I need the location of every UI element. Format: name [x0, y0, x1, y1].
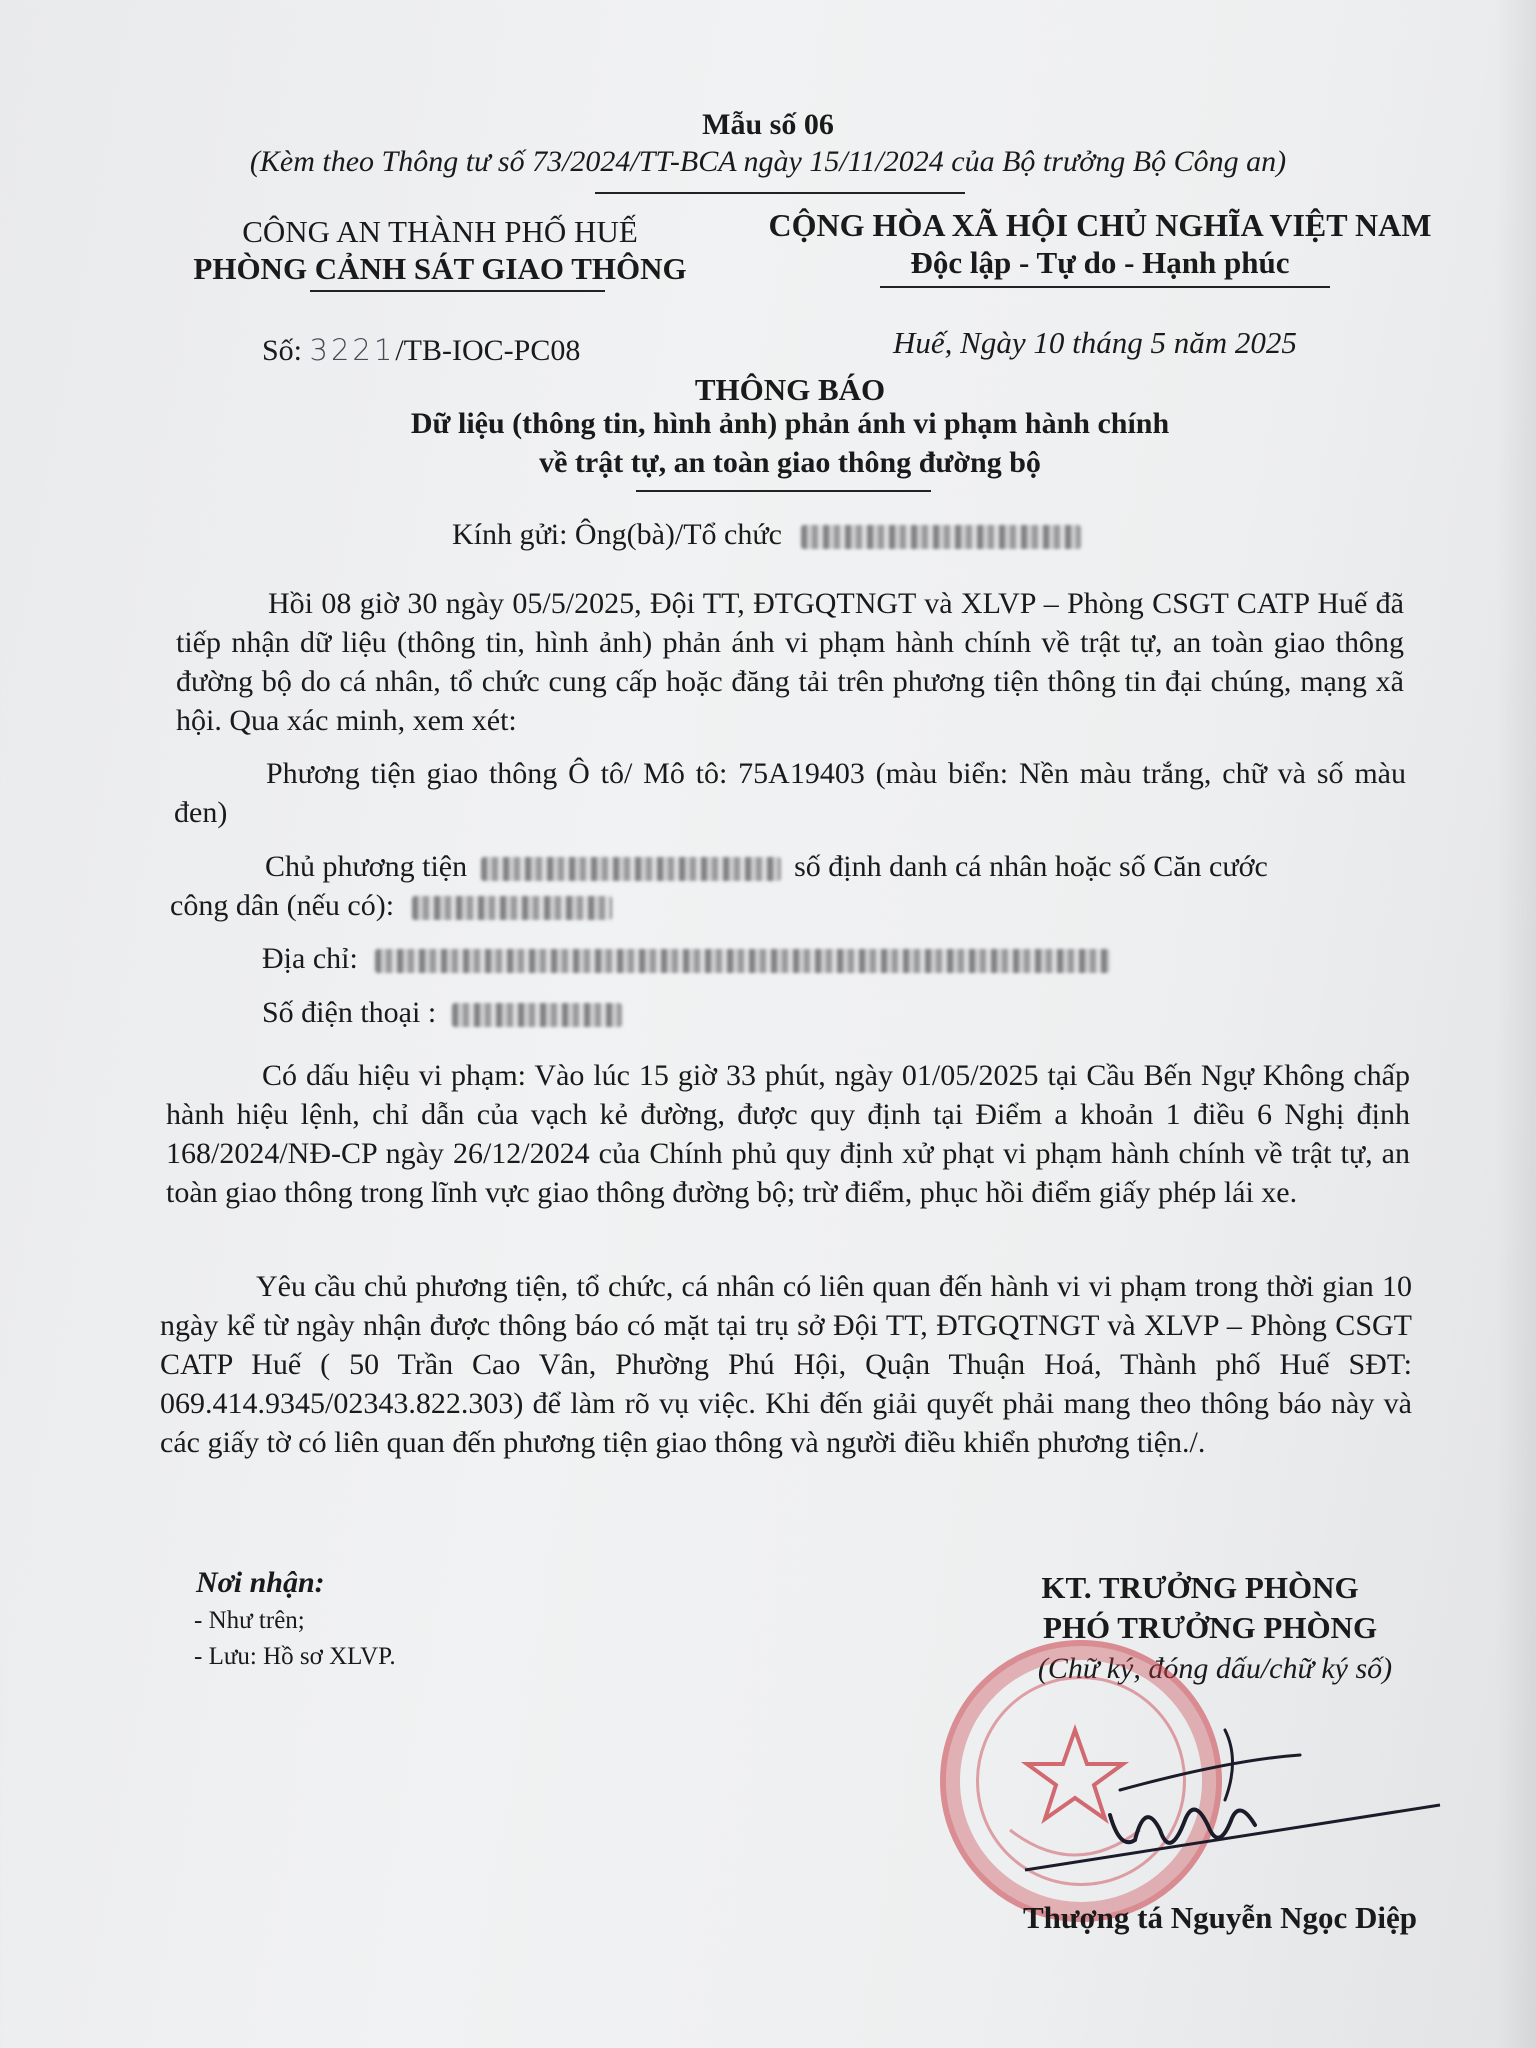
signer-name: Thượng tá Nguyễn Ngọc Diệp [1022, 1900, 1418, 1935]
redacted-id [412, 896, 612, 920]
recipient-line: Kính gửi: Ông(bà)/Tổ chức [452, 518, 1081, 552]
place-date: Huế, Ngày 10 tháng 5 năm 2025 [893, 325, 1297, 360]
redacted-recipient [801, 525, 1081, 549]
form-reference: (Kèm theo Thông tư số 73/2024/TT-BCA ngày 15/11/2024 của Bộ trưởng Bộ Công an) [249, 145, 1287, 178]
agency-underline [310, 290, 605, 292]
agency-name: CÔNG AN THÀNH PHỐ HUẾ [242, 214, 638, 249]
owner-line: Chủ phương tiện số định danh cá nhân hoặc số Căn cước [265, 850, 1268, 883]
signer-title-2: PHÓ TRƯỞNG PHÒNG [1042, 1610, 1378, 1645]
nation-motto: Độc lập - Tự do - Hạnh phúc [910, 245, 1290, 280]
paragraph-received: Hồi 08 giờ 30 ngày 05/5/2025, Đội TT, ĐTGQTNGT và XLVP – Phòng CSGT CATP Huế đã tiếp nhận dữ liệu (thông tin, hình ảnh) phản ánh vi phạm hành chính về trật tự, an toàn giao thông đường bộ do cá nhân, tổ chức cung cấp hoặc đăng tải trên phương tiện thông tin đại chúng, mạng xã hội. Qua xác minh, xem xét: [176, 587, 1404, 737]
paragraph-vehicle: Phương tiện giao thông Ô tô/ Mô tô: 75A19403 (màu biển: Nền màu trắng, chữ và số màu đen) [174, 757, 1406, 829]
divider [595, 192, 965, 194]
owner-id-line: công dân (nếu có): [170, 889, 612, 923]
recipient-item: - Lưu: Hồ sơ XLVP. [194, 1643, 396, 1670]
form-number: Mẫu số 06 [702, 108, 834, 141]
signer-title-1: KT. TRƯỞNG PHÒNG [1041, 1570, 1359, 1605]
notice-title: THÔNG BÁO [694, 372, 886, 407]
phone-line: Số điện thoại : [262, 996, 622, 1030]
handwritten-signature [970, 1700, 1490, 1900]
document-number: Số: 3221/TB-IOC-PC08 [262, 333, 581, 367]
nation-name: CỘNG HÒA XÃ HỘI CHỦ NGHĨA VIỆT NAM [768, 207, 1432, 243]
document-number-handwritten: 3221 [309, 333, 396, 367]
redacted-address [375, 949, 1110, 973]
title-underline [636, 490, 931, 492]
paragraph-violation: Có dấu hiệu vi phạm: Vào lúc 15 giờ 33 phút, ngày 01/05/2025 tại Cầu Bến Ngự Không chấp hành hiệu lệnh, chỉ dẫn của vạch kẻ đường, được quy định tại Điểm a khoản 1 điều 6 Nghị định 168/2024/NĐ-CP ngày 26/12/2024 của Chính phủ quy định xử phạt vi phạm hành chính về trật tự, an toàn giao thông trong lĩnh vực giao thông đường bộ; trừ điểm, phục hồi điểm giấy phép lái xe. [166, 1059, 1410, 1209]
recipient-item: - Như trên; [194, 1607, 305, 1634]
signature-note: (Chữ ký, đóng dấu/chữ ký số) [1037, 1652, 1393, 1685]
redacted-owner [481, 857, 781, 881]
page-edge-shadow [1496, 0, 1536, 2048]
redacted-phone [452, 1003, 622, 1027]
paragraph-request: Yêu cầu chủ phương tiện, tổ chức, cá nhân có liên quan đến hành vi vi phạm trong thời gian 10 ngày kể từ ngày nhận được thông báo có mặt tại trụ sở Đội TT, ĐTGQTNGT và XLVP – Phòng CSGT CATP Huế ( 50 Trần Cao Vân, Phường Phú Hội, Quận Thuận Hoá, Thành phố Huế SĐT: 069.414.9345/02343.822.303) để làm rõ vụ việc. Khi đến giải quyết phải mang theo thông báo này và các giấy tờ có liên quan đến phương tiện giao thông và người điều khiển phương tiện./. [160, 1270, 1412, 1459]
agency-department: PHÒNG CẢNH SÁT GIAO THÔNG [193, 251, 687, 286]
address-line: Địa chỉ: [262, 942, 1110, 976]
motto-underline [880, 286, 1330, 288]
recipients-title: Nơi nhận: [196, 1566, 325, 1599]
notice-subtitle-2: về trật tự, an toàn giao thông đường bộ [539, 446, 1041, 479]
notice-subtitle-1: Dữ liệu (thông tin, hình ảnh) phản ánh vi phạm hành chính [410, 407, 1170, 440]
